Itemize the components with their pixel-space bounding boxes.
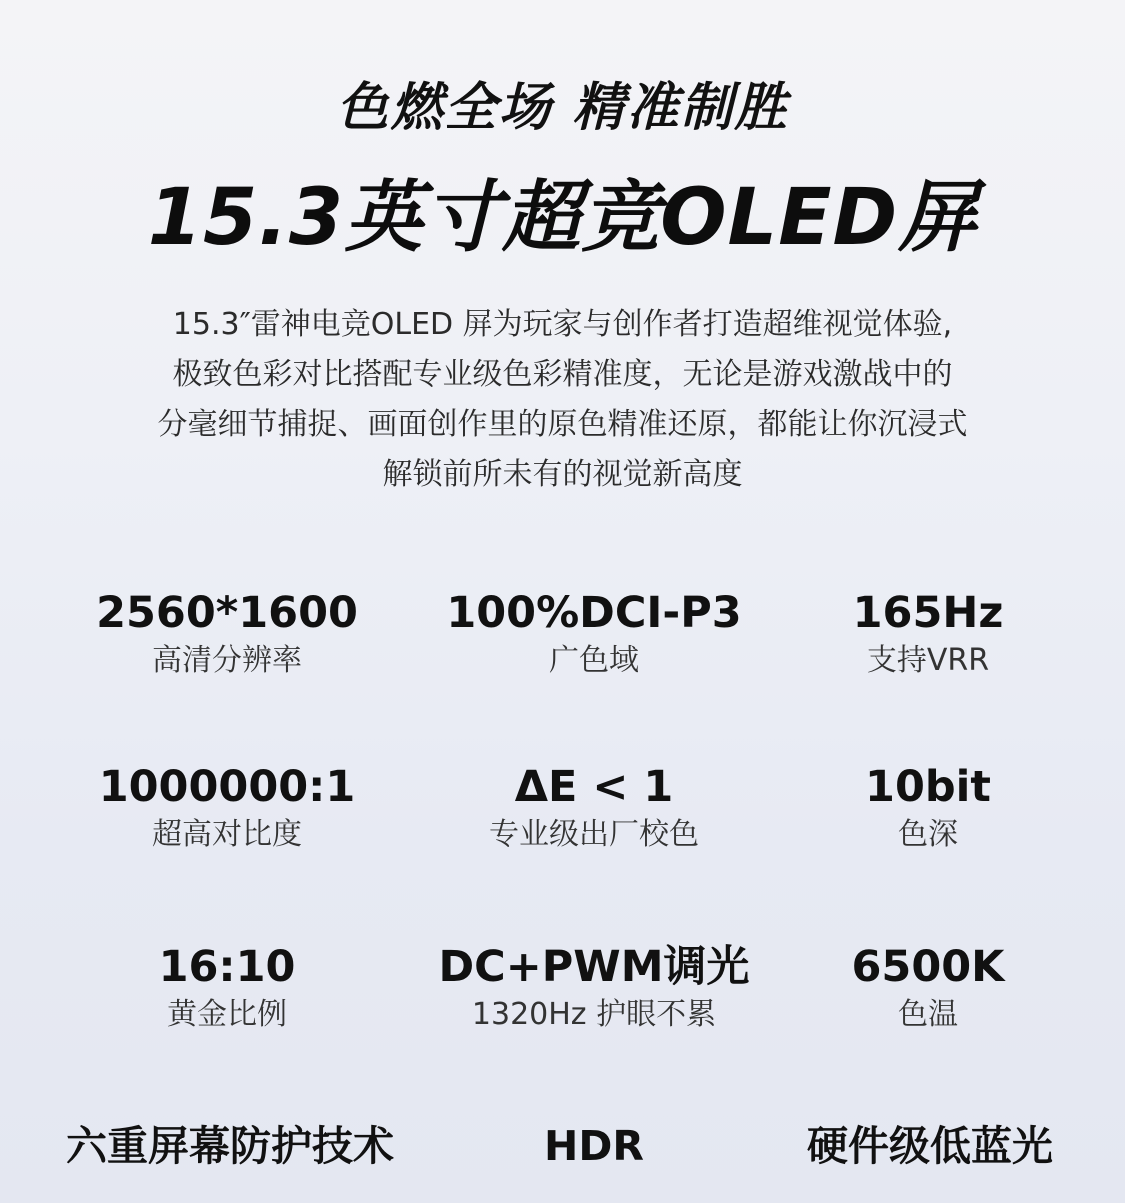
spec-dimming (434, 940, 754, 1036)
description-line: 极致色彩对比搭配专业级色彩精准度，无论是游戏激战中的 (172, 357, 953, 392)
spec-color-depth (768, 760, 1088, 856)
spec-color-gamut (434, 586, 754, 682)
spec-resolution (67, 586, 387, 682)
spec-value: 16:10 (158, 942, 296, 992)
description (60, 300, 1065, 500)
description-line: 分毫细节捕捉、画面创作里的原色精准还原，都能让你沉浸式 (157, 407, 968, 442)
spec-label: 黄金比例 (167, 997, 287, 1032)
spec-value: 2560*1600 (96, 588, 358, 638)
spec-delta-e (434, 760, 754, 856)
page-title: 15.3英寸超竞OLED屏 (147, 173, 978, 263)
spec-label: 专业级出厂校色 (489, 817, 699, 852)
spec-aspect-ratio (67, 940, 387, 1036)
spec-contrast (67, 760, 387, 856)
spec-refresh-rate (768, 586, 1088, 682)
spec-value: 10bit (865, 762, 991, 812)
feature-hdr: HDR (544, 1122, 644, 1170)
spec-value: DC+PWM调光 (438, 942, 750, 992)
spec-value: 165Hz (852, 588, 1004, 638)
description-line: 解锁前所未有的视觉新高度 (382, 457, 743, 492)
spec-label: 高清分辨率 (152, 643, 302, 678)
feature-screen-protection: 六重屏幕防护技术 (66, 1122, 394, 1170)
spec-label: 广色域 (549, 643, 639, 678)
spec-color-temperature (768, 940, 1088, 1036)
headline: 色燃全场 精准制胜 (336, 78, 789, 138)
spec-label: 支持VRR (866, 643, 990, 678)
spec-label: 色温 (898, 997, 958, 1032)
spec-value: ΔE < 1 (514, 762, 674, 812)
description-line: 15.3″雷神电竞OLED 屏为玩家与创作者打造超维视觉体验, (172, 307, 953, 342)
feature-low-blue-light: 硬件级低蓝光 (807, 1122, 1053, 1170)
spec-label: 超高对比度 (152, 817, 302, 852)
spec-value: 1000000:1 (98, 762, 356, 812)
spec-label: 色深 (898, 817, 958, 852)
spec-value: 100%DCI-P3 (446, 588, 742, 638)
spec-label: 1320Hz 护眼不累 (471, 997, 717, 1032)
spec-value: 6500K (851, 942, 1005, 992)
